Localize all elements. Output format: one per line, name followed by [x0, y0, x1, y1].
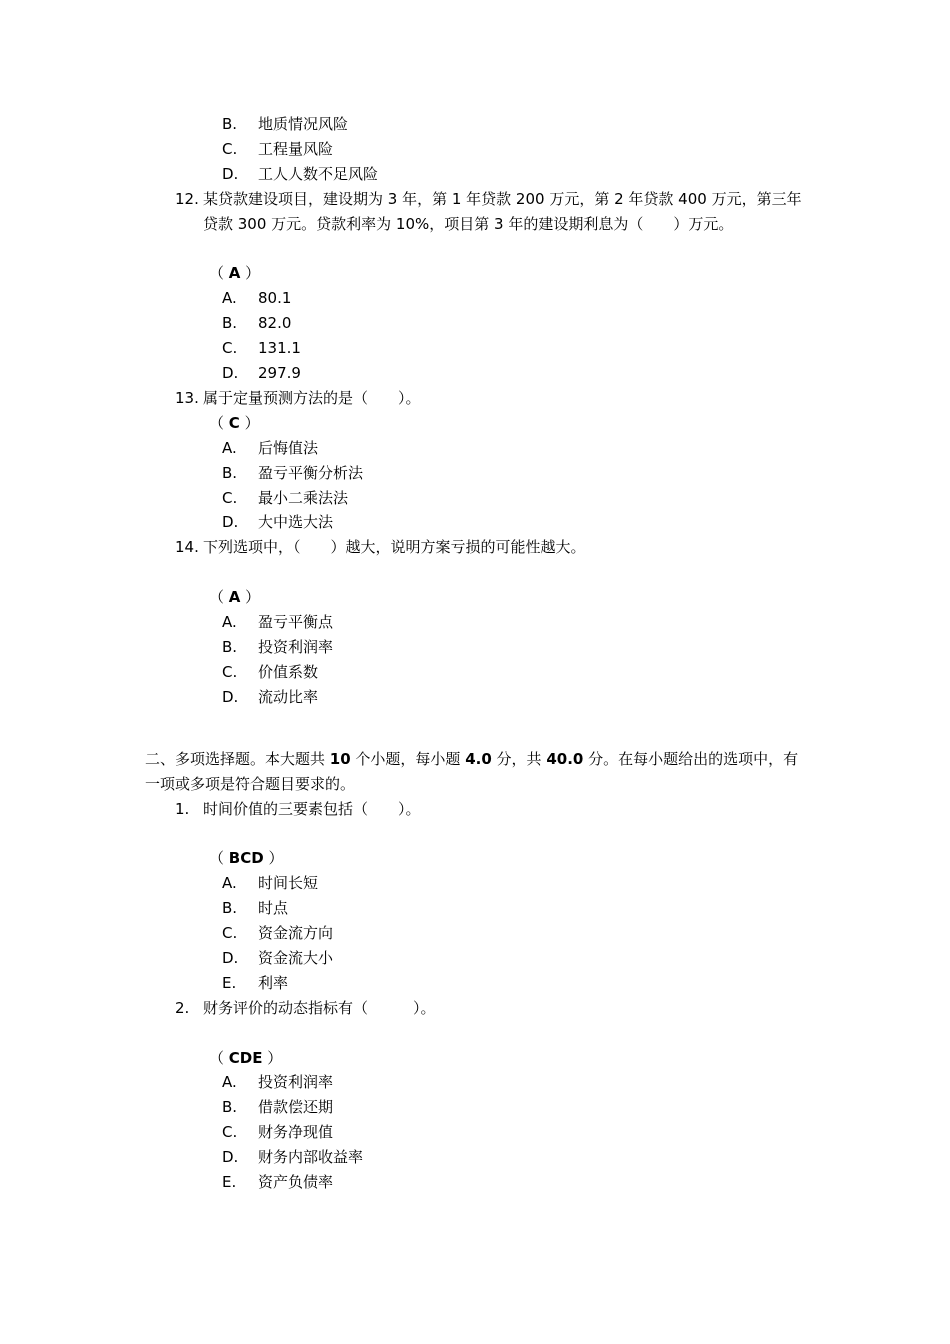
option-row	[0, 137, 950, 162]
option-text: 297.9	[258, 364, 301, 383]
option-text: 利率	[258, 973, 289, 992]
spacer	[0, 1021, 950, 1046]
answer-close-paren: ）	[240, 264, 261, 283]
spacer	[0, 237, 950, 262]
option-text: 82.0	[258, 314, 292, 333]
option-row	[0, 112, 950, 137]
option-row	[0, 311, 950, 336]
option-letter: B.	[222, 115, 238, 133]
option-letter: D.	[222, 513, 239, 532]
question-count: 10	[329, 749, 351, 768]
option-letter: C.	[222, 662, 238, 681]
question-text: 属于定量预测方法的是（ ）。	[203, 388, 421, 407]
question-number: 14.	[175, 538, 199, 557]
option-text: 大中选大法	[258, 513, 334, 532]
question-m2	[0, 996, 805, 1021]
option-text: 资金流大小	[258, 948, 334, 967]
option-letter: E.	[222, 1173, 237, 1192]
answer-open-paren: （	[209, 849, 229, 868]
option-row	[0, 486, 950, 511]
option-row	[0, 1120, 950, 1145]
option-row	[0, 1170, 950, 1195]
option-text: 盈亏平衡点	[258, 613, 334, 632]
option-letter: C.	[222, 924, 238, 943]
option-row	[0, 361, 950, 386]
option-text: 工人人数不足风险	[258, 164, 379, 183]
option-row	[0, 461, 950, 486]
question-text: 下列选项中，（ ）越大，说明方案亏损的可能性越大。	[203, 538, 586, 557]
option-row	[0, 896, 950, 921]
question-m1	[0, 797, 805, 822]
exam-page	[0, 112, 950, 1195]
option-text: 借款偿还期	[258, 1098, 334, 1117]
answer-value: A	[228, 588, 241, 607]
option-letter: D.	[222, 364, 239, 383]
option-letter: C.	[222, 1123, 238, 1142]
option-letter: A.	[222, 438, 237, 457]
answer-line	[0, 261, 950, 286]
option-row	[0, 286, 950, 311]
section-text: 二、多项选择题。本大题共	[145, 749, 330, 768]
answer-open-paren: （	[209, 413, 229, 432]
section-text: 分。在每小题给出的选项中，有一项或多项是符合题目要求的。	[145, 749, 799, 793]
spacer	[0, 710, 950, 747]
option-row	[0, 510, 950, 535]
option-letter: B.	[222, 638, 238, 656]
answer-close-paren: ）	[263, 849, 284, 868]
option-text: 时点	[258, 899, 289, 918]
section-text: 分，共	[491, 749, 547, 768]
question-number: 13.	[175, 388, 199, 407]
option-text: 流动比率	[258, 687, 319, 706]
option-text: 财务内部收益率	[258, 1148, 364, 1167]
answer-close-paren: ）	[240, 588, 261, 607]
spacer	[0, 821, 950, 846]
option-letter: B.	[222, 314, 238, 333]
option-text: 80.1	[258, 289, 292, 308]
option-letter: D.	[222, 164, 239, 183]
option-text: 财务净现值	[258, 1123, 334, 1142]
option-letter: E.	[222, 973, 237, 992]
option-row	[0, 635, 950, 660]
answer-value: C	[228, 413, 240, 432]
option-text: 131.1	[258, 339, 301, 358]
option-letter: B.	[222, 463, 238, 482]
question-number: 2.	[175, 998, 190, 1017]
option-row	[0, 436, 950, 461]
option-letter: B.	[222, 899, 238, 918]
option-row	[0, 685, 950, 710]
option-letter: C.	[222, 488, 238, 507]
answer-line	[0, 411, 950, 436]
answer-value: CDE	[228, 1048, 263, 1067]
option-letter: C.	[222, 139, 238, 158]
option-row	[0, 1145, 950, 1170]
answer-close-paren: ）	[262, 1048, 283, 1067]
question-13	[0, 386, 805, 411]
option-letter: D.	[222, 948, 239, 967]
points-each: 4.0	[465, 749, 492, 768]
option-text: 投资利润率	[258, 638, 334, 656]
option-text: 盈亏平衡分析法	[258, 463, 364, 482]
question-text: 时间价值的三要素包括（ ）。	[203, 799, 421, 818]
answer-open-paren: （	[209, 264, 229, 283]
answer-value: BCD	[228, 849, 264, 868]
option-row	[0, 1070, 950, 1095]
points-total: 40.0	[546, 749, 584, 768]
spacer	[0, 560, 950, 585]
option-row	[0, 971, 950, 996]
option-row	[0, 1095, 950, 1120]
option-row	[0, 921, 950, 946]
option-text: 价值系数	[258, 662, 319, 681]
section-text: 个小题，每小题	[350, 749, 466, 768]
question-number: 12.	[175, 189, 199, 208]
option-letter: A.	[222, 1073, 237, 1092]
question-number: 1.	[175, 799, 190, 818]
option-letter: B.	[222, 1098, 238, 1117]
option-row	[0, 946, 950, 971]
option-row	[0, 162, 950, 187]
answer-value: A	[228, 264, 241, 283]
section-heading	[0, 747, 808, 797]
option-text: 工程量风险	[258, 139, 334, 158]
option-text: 资金流方向	[258, 924, 334, 943]
question-12	[0, 187, 805, 237]
option-text: 最小二乘法法	[258, 488, 349, 507]
answer-close-paren: ）	[239, 413, 260, 432]
option-text: 资产负债率	[258, 1173, 334, 1192]
option-text: 时间长短	[258, 874, 319, 893]
question-text: 财务评价的动态指标有（ ）。	[203, 998, 436, 1017]
option-letter: A.	[222, 874, 237, 893]
answer-line	[0, 846, 950, 871]
option-text: 投资利润率	[258, 1073, 334, 1092]
option-row	[0, 871, 950, 896]
option-row	[0, 336, 950, 361]
answer-open-paren: （	[209, 588, 229, 607]
option-row	[0, 660, 950, 685]
answer-line	[0, 1046, 950, 1071]
answer-line	[0, 585, 950, 610]
question-text: 某贷款建设项目，建设期为 3 年，第 1 年贷款 200 万元，第 2 年贷款 400 万元，第三年贷款 300 万元。贷款利率为 10%，项目第 3 年的建设期利息为（ ）万元。	[203, 189, 802, 233]
option-letter: A.	[222, 613, 237, 632]
option-text: 地质情况风险	[258, 115, 349, 133]
option-letter: D.	[222, 687, 239, 706]
option-text: 后悔值法	[258, 438, 319, 457]
option-row	[0, 610, 950, 635]
option-letter: A.	[222, 289, 237, 308]
option-letter: C.	[222, 339, 238, 358]
option-letter: D.	[222, 1148, 239, 1167]
question-14	[0, 535, 805, 560]
answer-open-paren: （	[209, 1048, 229, 1067]
